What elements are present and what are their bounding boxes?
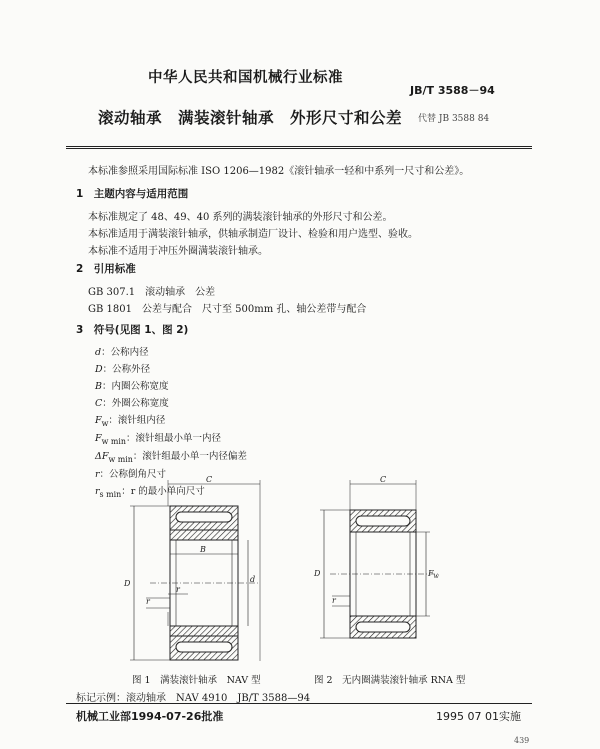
figure-2-caption: 图 2 无内圈满装滚针轴承 RNA 型	[314, 675, 466, 686]
section-2-line-1: GB 307.1 滚动轴承 公差	[88, 287, 216, 298]
document-title: 滚动轴承 满装滚针轴承 外形尺寸和公差	[98, 109, 403, 127]
fig1-label-r-left: r	[146, 597, 150, 606]
fig1-label-d: d	[250, 575, 256, 584]
implementation-date: 1995 07 01实施	[436, 710, 521, 723]
section-1-heading: 1 主题内容与适用范围	[76, 188, 189, 200]
symbol-D: D：公称外径	[95, 364, 151, 375]
fig2-label-r: r	[332, 596, 336, 605]
fig2-label-C: C	[380, 476, 387, 484]
section-2-heading: 2 引用标准	[76, 263, 136, 275]
standard-org: 中华人民共和国机械行业标准	[148, 70, 343, 86]
section-1-line-2: 本标准适用于满装滚针轴承，供轴承制造厂设计、检验和用户选型、验收。	[88, 229, 418, 240]
fig1-label-C: C	[206, 476, 213, 484]
symbol-Fw: $F_w$：滚针组内径	[95, 415, 166, 428]
header-rule-bottom	[66, 148, 532, 149]
symbol-r: r：公称倒角尺寸	[95, 469, 167, 480]
header-rule-top	[66, 146, 532, 147]
figure-1-caption: 图 1 满装滚针轴承 NAV 型	[132, 675, 261, 686]
intro-paragraph: 本标准参照采用国际标准 ISO 1206—1982《滚针轴承一轻和中系列一尺寸和公差》。	[88, 166, 470, 177]
symbol-B: B：内圈公称宽度	[95, 381, 169, 392]
fig1-label-B: B	[200, 545, 206, 554]
fig2-label-D: D	[314, 569, 321, 578]
marking-example: 标记示例：滚动轴承 NAV 4910 JB/T 3588—94	[76, 693, 311, 704]
section-3-heading: 3 符号(见图 1、图 2)	[76, 324, 189, 336]
symbol-rsmin: $r_{s min}$：r 的最小单向尺寸	[95, 486, 205, 499]
fig1-label-r-top: r	[176, 585, 180, 594]
figure-1-drawing	[110, 476, 270, 666]
approval-date: 机械工业部1994-07-26批准	[76, 710, 224, 723]
footer-rule	[66, 703, 532, 704]
replaces-note: 代替 JB 3588 84	[418, 114, 490, 124]
section-2-line-2: GB 1801 公差与配合 尺寸至 500mm 孔、轴公差带与配合	[88, 304, 367, 315]
page-number: 439	[514, 736, 530, 745]
symbol-C: C：外圈公称宽度	[95, 398, 169, 409]
section-1-line-1: 本标准规定了 48、49、40 系列的满装滚针轴承的外形尺寸和公差。	[88, 212, 393, 223]
symbol-Fwmin: $F_{w min}$：滚针组最小单一内径	[95, 433, 222, 446]
fig1-label-D: D	[124, 579, 131, 588]
figure-2-drawing	[310, 476, 450, 666]
section-1-line-3: 本标准不适用于冲压外圈满装滚针轴承。	[88, 246, 268, 257]
symbol-delta-Fwmin: $\Delta F_{w min}$：滚针组最小单一内径偏差	[95, 451, 247, 464]
symbol-d: d：公称内径	[95, 347, 149, 358]
fig2-label-Fw: $F_w$	[428, 569, 439, 580]
standard-code: JB/T 3588－94	[410, 84, 495, 97]
